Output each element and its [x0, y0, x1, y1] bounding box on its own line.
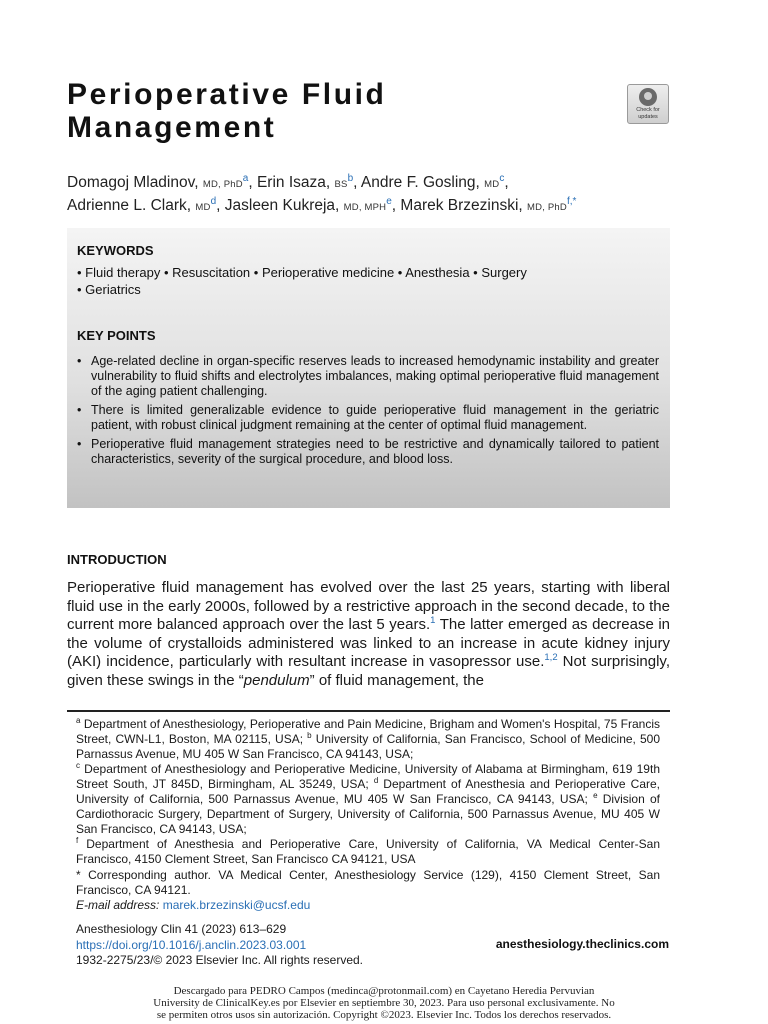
affiliations [76, 717, 660, 867]
keyword: Perioperative medicine [261, 265, 395, 280]
affiliation-sup: a [76, 716, 81, 725]
author-separator: , [216, 197, 221, 214]
key-points-list [77, 354, 659, 471]
affiliation-marker[interactable]: d [210, 196, 217, 207]
affiliation-sup: f [76, 836, 79, 845]
introduction-paragraph [67, 579, 670, 690]
author-name: Marek Brzezinski, [400, 197, 523, 214]
download-notice [0, 985, 768, 1021]
author-name: Erin Isaza, [256, 174, 331, 191]
affiliation-marker[interactable]: b [347, 173, 354, 184]
key-point-item: • There is limited generalizable evidence to guide perioperative fluid management in the geriatric patient, with robust clinical judgment remaining at the center of optimal fluid management. [77, 403, 659, 433]
author-degree: MD, PhD [527, 202, 567, 213]
affiliation-sup: e [593, 791, 598, 800]
author-separator: , [353, 174, 358, 191]
badge-label-2: updates [638, 114, 658, 120]
article-title [67, 78, 587, 144]
download-notice-line: Descargado para PEDRO Campos (medinca@protonmail.com) en Cayetano Heredia Pervuvian [173, 985, 595, 997]
author-name: Adrienne L. Clark, [67, 197, 192, 214]
keywords-heading: KEYWORDS [77, 243, 154, 258]
keyword: Fluid therapy [85, 265, 161, 280]
corresponding-author: * Corresponding author. VA Medical Center, Anesthesiology Service (129), 4150 Clement Street, San Francisco, CA 94121. [76, 868, 660, 897]
affiliation-text: Department of Anesthesiology and Perioperative Medicine, University of Alabama at Birmingham, 619 19th Street South, JT 845D, Birmingham, AL 35249, USA; [76, 762, 660, 791]
author-name: Domagoj Mladinov, [67, 174, 199, 191]
keyword-list: • Fluid therapy • Resuscitation • Perioperative medicine • Anesthesia • Surgery • Geriatrics [77, 265, 527, 297]
author-name: Jasleen Kukreja, [224, 197, 340, 214]
affiliation-text: Department of Anesthesia and Perioperative Care, University of California, 500 Parnassus Avenue, MU 405 W San Francisco, CA 94143, USA; [76, 777, 660, 806]
email-link[interactable]: marek.brzezinski@ucsf.edu [162, 898, 311, 912]
intro-emphasis: pendulum [243, 671, 310, 689]
author-name: Andre F. Gosling, [360, 174, 480, 191]
keyword: Surgery [481, 265, 527, 280]
reference-link[interactable]: 1,2 [544, 652, 558, 663]
affiliation-text: Department of Anesthesiology, Perioperative and Pain Medicine, Brigham and Women's Hospital, 75 Francis Street, CWN-L1, Boston, MA 02115, USA; [76, 717, 660, 746]
title-line-1: Perioperative Fluid [67, 78, 387, 111]
title-line-2: Management [67, 111, 277, 144]
intro-text: Perioperative fluid management has evolved over the last 25 years, starting with liberal fluid use in the early 2000s, followed by a restrictive approach in the second decade, to the current more balanced approach over the last 5 years. [67, 579, 670, 633]
journal-site-link[interactable]: anesthesiology.theclinics.com [495, 937, 669, 951]
keywords-box [67, 228, 670, 508]
affiliation-sup: c [76, 761, 80, 770]
affiliation-marker[interactable]: c [499, 173, 505, 184]
reference-link[interactable]: 1 [430, 615, 436, 626]
journal-info [76, 922, 363, 969]
affiliation-marker[interactable]: a [242, 173, 249, 184]
intro-text: ” of fluid management, the [309, 671, 484, 689]
author-degree: MD [484, 179, 500, 190]
check-for-updates-button[interactable] [627, 84, 669, 124]
journal-citation: Anesthesiology Clin 41 (2023) 613–629 [76, 922, 287, 936]
affiliation-text: Division of Cardiothoracic Surgery, Department of Surgery, University of California, 500 Parnassus Avenue, MU 405 W San Francisco, CA 94143, USA; [76, 792, 661, 836]
key-point-item: • Age-related decline in organ-specific reserves leads to increased hemodynamic instability and greater vulnerability to fluid shifts and electrolytes imbalances, making optimal perioperative fluid management of the aging patient challenging. [77, 354, 659, 399]
affiliation-marker[interactable]: e [386, 196, 392, 207]
doi-link[interactable]: https://doi.org/10.1016/j.anclin.2023.03.001 [76, 937, 307, 952]
affiliation-sup: b [307, 731, 312, 740]
email-line [76, 898, 310, 913]
footnote-divider [67, 710, 670, 712]
affiliation-text: University of California, San Francisco, School of Medicine, 500 Parnassus Avenue, MU 405 W San Francisco, CA 94143, USA; [76, 732, 660, 761]
affiliation-text: Department of Anesthesia and Perioperative Care, University of California, VA Medical Center-San Francisco, 4150 Clement Street, San Francisco CA 94121, USA [76, 837, 660, 866]
author-list [67, 172, 677, 218]
copyright: 1932-2275/23/© 2023 Elsevier Inc. All rights reserved. [76, 953, 364, 967]
author-degree: BS [334, 179, 348, 190]
affiliation-marker[interactable]: f,* [566, 196, 577, 207]
download-notice-line: se permiten otros usos sin autorización. Copyright ©2023. Elsevier Inc. Todos los derechos reservados. [156, 1009, 612, 1021]
check-for-updates-icon [639, 88, 657, 106]
intro-text: Not surprisingly, given these swings in the “ [67, 653, 670, 689]
intro-text: The latter emerged as decrease in the volume of crystalloids administered was linked to an increase in acute kidney injury (AKI) incidence, particularly with resultant increase in vasopressor use. [67, 616, 670, 670]
keyword: Geriatrics [85, 282, 141, 297]
affiliation-sup: d [373, 776, 379, 785]
author-degree: MD, PhD [202, 179, 243, 190]
email-label: E-mail address: [76, 898, 160, 912]
author-separator: , [391, 197, 397, 214]
author-separator: , [248, 174, 253, 191]
author-degree: MD, MPH [343, 202, 387, 213]
introduction-heading: INTRODUCTION [67, 552, 167, 567]
key-points-heading: KEY POINTS [77, 328, 156, 343]
badge-label-1: Check for [636, 107, 660, 113]
download-notice-line: University de ClinicalKey.es por Elsevier en septiembre 30, 2023. Para uso personal exclusivamente. No [153, 997, 615, 1009]
keyword: Anesthesia [405, 265, 470, 280]
key-point-item: • Perioperative fluid management strategies need to be restrictive and dynamically tailored to patient characteristics, severity of the surgical procedure, and blood loss. [77, 437, 659, 467]
author-degree: MD [195, 202, 211, 213]
keyword: Resuscitation [172, 265, 251, 280]
author-separator: , [504, 174, 509, 191]
